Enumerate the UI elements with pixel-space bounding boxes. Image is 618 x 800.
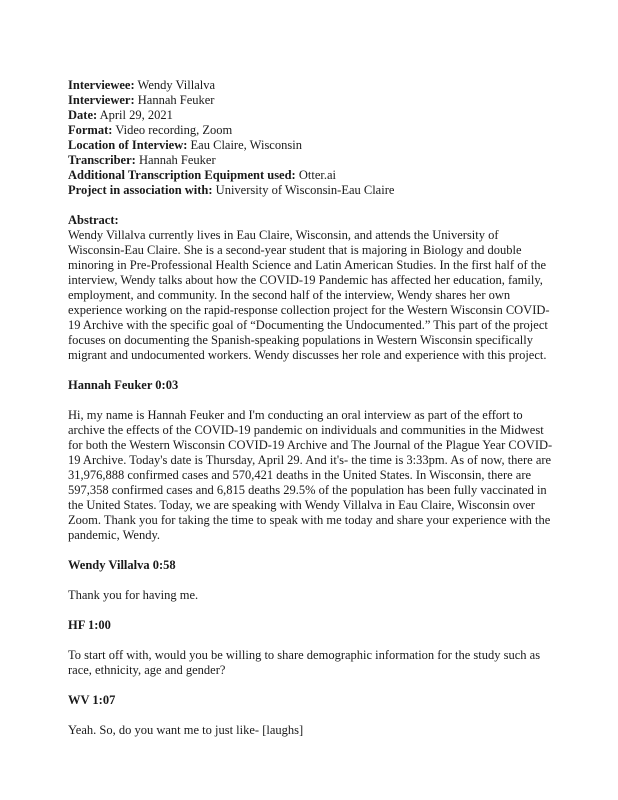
metadata-value: Wendy Villalva: [134, 78, 216, 92]
abstract-body: Wendy Villalva currently lives in Eau Claire, Wisconsin, and attends the University of Wisconsin-Eau Claire. She is a second-year student that is majoring in Biology and double minoring in Pre-Professional Health Science and Latin American Studies. In the first half of the interview, Wendy talks about how the COVID-19 Pandemic has affected her education, family, employment, and community. In the second half of the interview, Wendy shares her own experience working on the rapid-response collection project for the Western Wisconsin COVID-19 Archive with the specific goal of “Documenting the Undocumented.” This part of the project focuses on documenting the Spanish-speaking populations in Western Wisconsin specifically migrant and undocumented workers. Wendy discusses her role and experience with this project.: [68, 228, 550, 362]
speech-paragraph: To start off with, would you be willing to share demographic information for the study such as race, ethnicity, age and gender?: [68, 648, 541, 677]
speech-paragraph: Yeah. So, do you want me to just like- [laughs]: [68, 723, 304, 737]
metadata-value: University of Wisconsin-Eau Claire: [212, 183, 395, 197]
speaker-heading: HF 1:00: [68, 618, 111, 632]
speaker-heading: Wendy Villalva 0:58: [68, 558, 176, 572]
speech-paragraph: Thank you for having me.: [68, 588, 199, 602]
metadata-label: Project in association with:: [68, 183, 213, 197]
metadata-label: Interviewer:: [68, 93, 135, 107]
metadata-line: [68, 138, 554, 153]
metadata-label: Additional Transcription Equipment used:: [68, 168, 296, 182]
speech-paragraph: Hi, my name is Hannah Feuker and I'm conducting an oral interview as part of the effort to archive the effects of the COVID-19 pandemic on individuals and communities in the Midwest for both the Western Wisconsin COVID-19 Archive and The Journal of the Plague Year COVID-19 Archive. Today's date is Thursday, April 29. And it's- the time is 3:33pm. As of now, there are 31,976,888 confirmed cases and 570,421 deaths in the United States. In Wisconsin, there are 597,358 confirmed cases and 6,815 deaths 29.5% of the population has been fully vaccinated in the United States. Today, we are speaking with Wendy Villalva in Eau Claire, Wisconsin over Zoom. Thank you for taking the time to speak with me today and share your experience with the pandemic, Wendy.: [68, 408, 553, 542]
metadata-line: [68, 93, 554, 108]
interview-metadata: [68, 78, 554, 198]
metadata-value: Hannah Feuker: [135, 153, 216, 167]
metadata-line: [68, 78, 554, 93]
metadata-label: Format:: [68, 123, 113, 137]
document-content: [68, 78, 554, 738]
metadata-value: Eau Claire, Wisconsin: [187, 138, 302, 152]
metadata-line: [68, 108, 554, 123]
metadata-line: [68, 153, 554, 168]
metadata-value: April 29, 2021: [97, 108, 173, 122]
speaker-heading: WV 1:07: [68, 693, 116, 707]
metadata-label: Date:: [68, 108, 98, 122]
metadata-line: [68, 168, 554, 183]
transcript-section: [68, 378, 554, 738]
metadata-label: Location of Interview:: [68, 138, 188, 152]
metadata-line: [68, 183, 554, 198]
abstract-heading: Abstract:: [68, 213, 119, 227]
metadata-label: Interviewee:: [68, 78, 135, 92]
metadata-value: Video recording, Zoom: [112, 123, 233, 137]
metadata-value: Hannah Feuker: [134, 93, 215, 107]
metadata-line: [68, 123, 554, 138]
speaker-heading: Hannah Feuker 0:03: [68, 378, 179, 392]
metadata-label: Transcriber:: [68, 153, 136, 167]
metadata-value: Otter.ai: [295, 168, 336, 182]
abstract-section: [68, 213, 554, 363]
